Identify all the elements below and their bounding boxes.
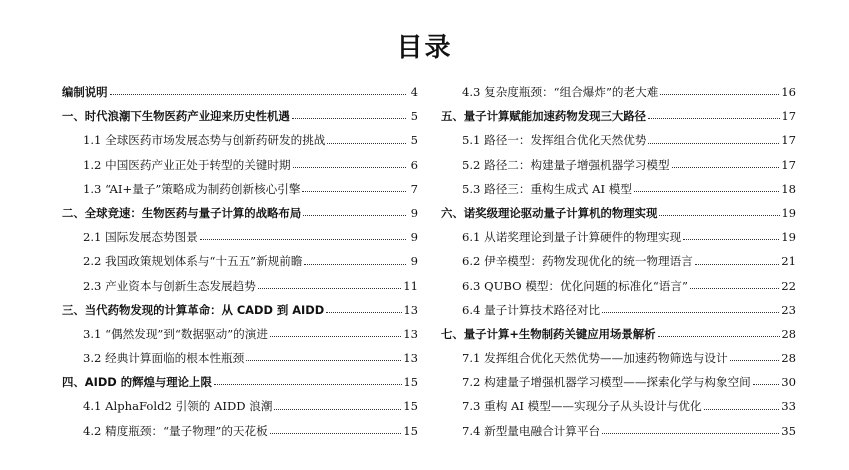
- toc-dot-leader: [730, 359, 780, 361]
- toc-page-number: 9: [410, 254, 418, 269]
- toc-dot-leader: [302, 190, 406, 192]
- toc-entry-text: 1.1 全球医药市场发展态势与创新药研发的挑战: [83, 133, 326, 148]
- toc-page-number: 9: [410, 205, 418, 220]
- toc-section-entry[interactable]: [62, 419, 418, 443]
- toc-dot-leader: [214, 383, 402, 385]
- toc-section-entry[interactable]: [62, 346, 418, 370]
- toc-section-entry[interactable]: [441, 346, 796, 370]
- toc-chapter-entry[interactable]: [62, 104, 418, 128]
- toc-page-number: 18: [781, 181, 796, 196]
- toc-entry-text: 一、时代浪潮下生物医药产业迎来历史性机遇: [62, 109, 290, 124]
- toc-section-entry[interactable]: [441, 298, 796, 322]
- toc-dot-leader: [602, 311, 779, 313]
- toc-dot-leader: [327, 142, 406, 144]
- toc-page-number: 9: [410, 230, 418, 245]
- toc-page-number: 28: [781, 351, 796, 366]
- toc-page-number: 5: [410, 133, 418, 148]
- toc-section-entry[interactable]: [62, 177, 418, 201]
- toc-dot-leader: [270, 335, 401, 337]
- toc-page-number: 7: [410, 181, 418, 196]
- toc-entry-text: 7.3 重构 AI 模型——实现分子从头设计与优化: [462, 399, 702, 414]
- toc-page-number: 17: [781, 109, 796, 124]
- toc-page-number: 13: [403, 326, 418, 341]
- toc-entry-text: 七、量子计算+生物制药关键应用场景解析: [441, 326, 656, 341]
- toc-entry-text: 1.2 中国医药产业正处于转型的关键时期: [83, 157, 291, 172]
- toc-section-entry[interactable]: [441, 225, 796, 249]
- toc-entry-text: 5.3 路径三：重构生成式 AI 模型: [462, 181, 632, 196]
- toc-chapter-entry[interactable]: [62, 370, 418, 394]
- toc-dot-leader: [683, 238, 779, 240]
- toc-section-entry[interactable]: [441, 249, 796, 273]
- toc-entry-text: 三、当代药物发现的计算革命：从 CADD 到 AIDD: [62, 302, 325, 317]
- toc-page-number: 30: [781, 375, 796, 390]
- toc-entry-text: 3.2 经典计算面临的根本性瓶颈: [83, 351, 245, 366]
- toc-page-number: 4: [410, 85, 418, 99]
- toc-page-number: 22: [781, 278, 796, 293]
- toc-page-number: 13: [403, 302, 418, 317]
- toc-dot-leader: [690, 287, 779, 289]
- toc-chapter-entry[interactable]: [441, 104, 796, 128]
- toc-entry-text: 3.1 “偶然发现”到“数据驱动”的演进: [83, 326, 268, 341]
- toc-dot-leader: [270, 432, 402, 434]
- toc-page-number: 28: [781, 326, 796, 341]
- toc-page-number: 19: [781, 205, 796, 220]
- toc-entry-text: 5.2 路径二：构建量子增强机器学习模型: [462, 157, 670, 172]
- toc-page-number: 17: [781, 157, 796, 172]
- toc-page-number: 19: [781, 230, 796, 245]
- toc-section-entry[interactable]: [441, 177, 796, 201]
- toc-dot-leader: [658, 335, 780, 337]
- toc-dot-leader: [704, 408, 780, 410]
- toc-section-entry[interactable]: [441, 274, 796, 298]
- toc-dot-leader: [672, 166, 780, 168]
- toc-dot-leader: [110, 93, 406, 95]
- toc-section-entry[interactable]: [62, 128, 418, 152]
- toc-section-entry[interactable]: [62, 322, 418, 346]
- toc-section-entry[interactable]: [62, 249, 418, 273]
- page-title: 目录: [396, 33, 453, 63]
- toc-section-entry[interactable]: [62, 225, 418, 249]
- toc-entry-text: 6.2 伊辛模型：药物发现优化的统一物理语言: [462, 254, 693, 269]
- toc-dot-leader: [258, 287, 401, 289]
- toc-chapter-entry[interactable]: [62, 201, 418, 225]
- toc-page-number: 11: [403, 278, 418, 293]
- toc-chapter-entry[interactable]: [441, 322, 796, 346]
- toc-entry-text: 2.1 国际发展态势图景: [83, 230, 198, 245]
- toc-page-number: 17: [781, 133, 796, 148]
- toc-dot-leader: [660, 93, 779, 95]
- toc-dot-leader: [274, 408, 401, 410]
- toc-entry-text: 编制说明: [62, 85, 108, 99]
- toc-page-number: 23: [781, 302, 796, 317]
- toc-dot-leader: [695, 263, 779, 265]
- toc-chapter-entry[interactable]: [441, 201, 796, 225]
- toc-section-entry[interactable]: [441, 419, 796, 443]
- toc-entry-text: 4.1 AlphaFold2 引领的 AIDD 浪潮: [83, 399, 273, 414]
- toc-section-entry[interactable]: [441, 394, 796, 418]
- toc-entry-text: 四、AIDD 的辉煌与理论上限: [62, 375, 212, 390]
- toc-dot-leader: [292, 117, 406, 119]
- toc-chapter-entry[interactable]: [62, 298, 418, 322]
- toc-dot-leader: [648, 117, 779, 119]
- toc-dot-leader: [326, 311, 401, 313]
- toc-dot-leader: [303, 214, 406, 216]
- toc-dot-leader: [753, 383, 779, 385]
- toc-entry-text: 7.2 构建量子增强机器学习模型——探索化学与构象空间: [462, 375, 751, 390]
- toc-page-number: 13: [403, 351, 418, 366]
- toc-page-number: 15: [403, 399, 418, 414]
- toc-chapter-entry[interactable]: [62, 80, 418, 104]
- toc-entry-text: 4.3 复杂度瓶颈：“组合爆炸”的老大难: [462, 85, 659, 99]
- toc-entry-text: 2.2 我国政策规划体系与“十五五”新规前瞻: [83, 254, 303, 269]
- toc-dot-leader: [659, 214, 779, 216]
- toc-entry-text: 1.3 “AI+量子”策略成为制药创新核心引擎: [83, 181, 301, 196]
- toc-page-number: 5: [410, 109, 418, 124]
- toc-dot-leader: [648, 142, 779, 144]
- toc-page-number: 15: [403, 423, 418, 438]
- toc-dot-leader: [602, 432, 779, 434]
- toc-left-column: [62, 80, 418, 443]
- toc-section-entry[interactable]: [441, 80, 796, 104]
- toc-section-entry[interactable]: [441, 128, 796, 152]
- toc-section-entry[interactable]: [441, 153, 796, 177]
- toc-page-number: 21: [781, 254, 796, 269]
- toc-entry-text: 5.1 路径一：发挥组合优化天然优势: [462, 133, 647, 148]
- toc-page-number: 33: [781, 399, 796, 414]
- toc-dot-leader: [246, 359, 401, 361]
- toc-entry-text: 4.2 精度瓶颈：“量子物理”的天花板: [83, 423, 268, 438]
- toc-page-number: 35: [781, 423, 796, 438]
- toc-entry-text: 6.3 QUBO 模型：优化问题的标准化“语言”: [462, 278, 688, 293]
- toc-section-entry[interactable]: [62, 153, 418, 177]
- toc-entry-text: 7.1 发挥组合优化天然优势——加速药物筛选与设计: [462, 351, 728, 366]
- toc-dot-leader: [293, 166, 406, 168]
- toc-entry-text: 6.1 从诺奖理论到量子计算硬件的物理实现: [462, 230, 682, 245]
- toc-section-entry[interactable]: [441, 370, 796, 394]
- toc-dot-leader: [200, 238, 406, 240]
- toc-entry-text: 六、诺奖级理论驱动量子计算机的物理实现: [441, 205, 658, 220]
- toc-entry-text: 7.4 新型量电融合计算平台: [462, 423, 601, 438]
- toc-entry-text: 二、全球竞速：生物医药与量子计算的战略布局: [62, 205, 302, 220]
- toc-entry-text: 6.4 量子计算技术路径对比: [462, 302, 601, 317]
- toc-right-column: [441, 80, 796, 443]
- toc-page-number: 15: [403, 375, 418, 390]
- toc-dot-leader: [304, 263, 406, 265]
- toc-dot-leader: [634, 190, 779, 192]
- toc-section-entry[interactable]: [62, 274, 418, 298]
- toc-page-number: 6: [410, 157, 418, 172]
- toc-entry-text: 五、量子计算赋能加速药物发现三大路径: [441, 109, 647, 124]
- toc-section-entry[interactable]: [62, 394, 418, 418]
- toc-entry-text: 2.3 产业资本与创新生态发展趋势: [83, 278, 256, 293]
- toc-page-number: 16: [781, 85, 796, 99]
